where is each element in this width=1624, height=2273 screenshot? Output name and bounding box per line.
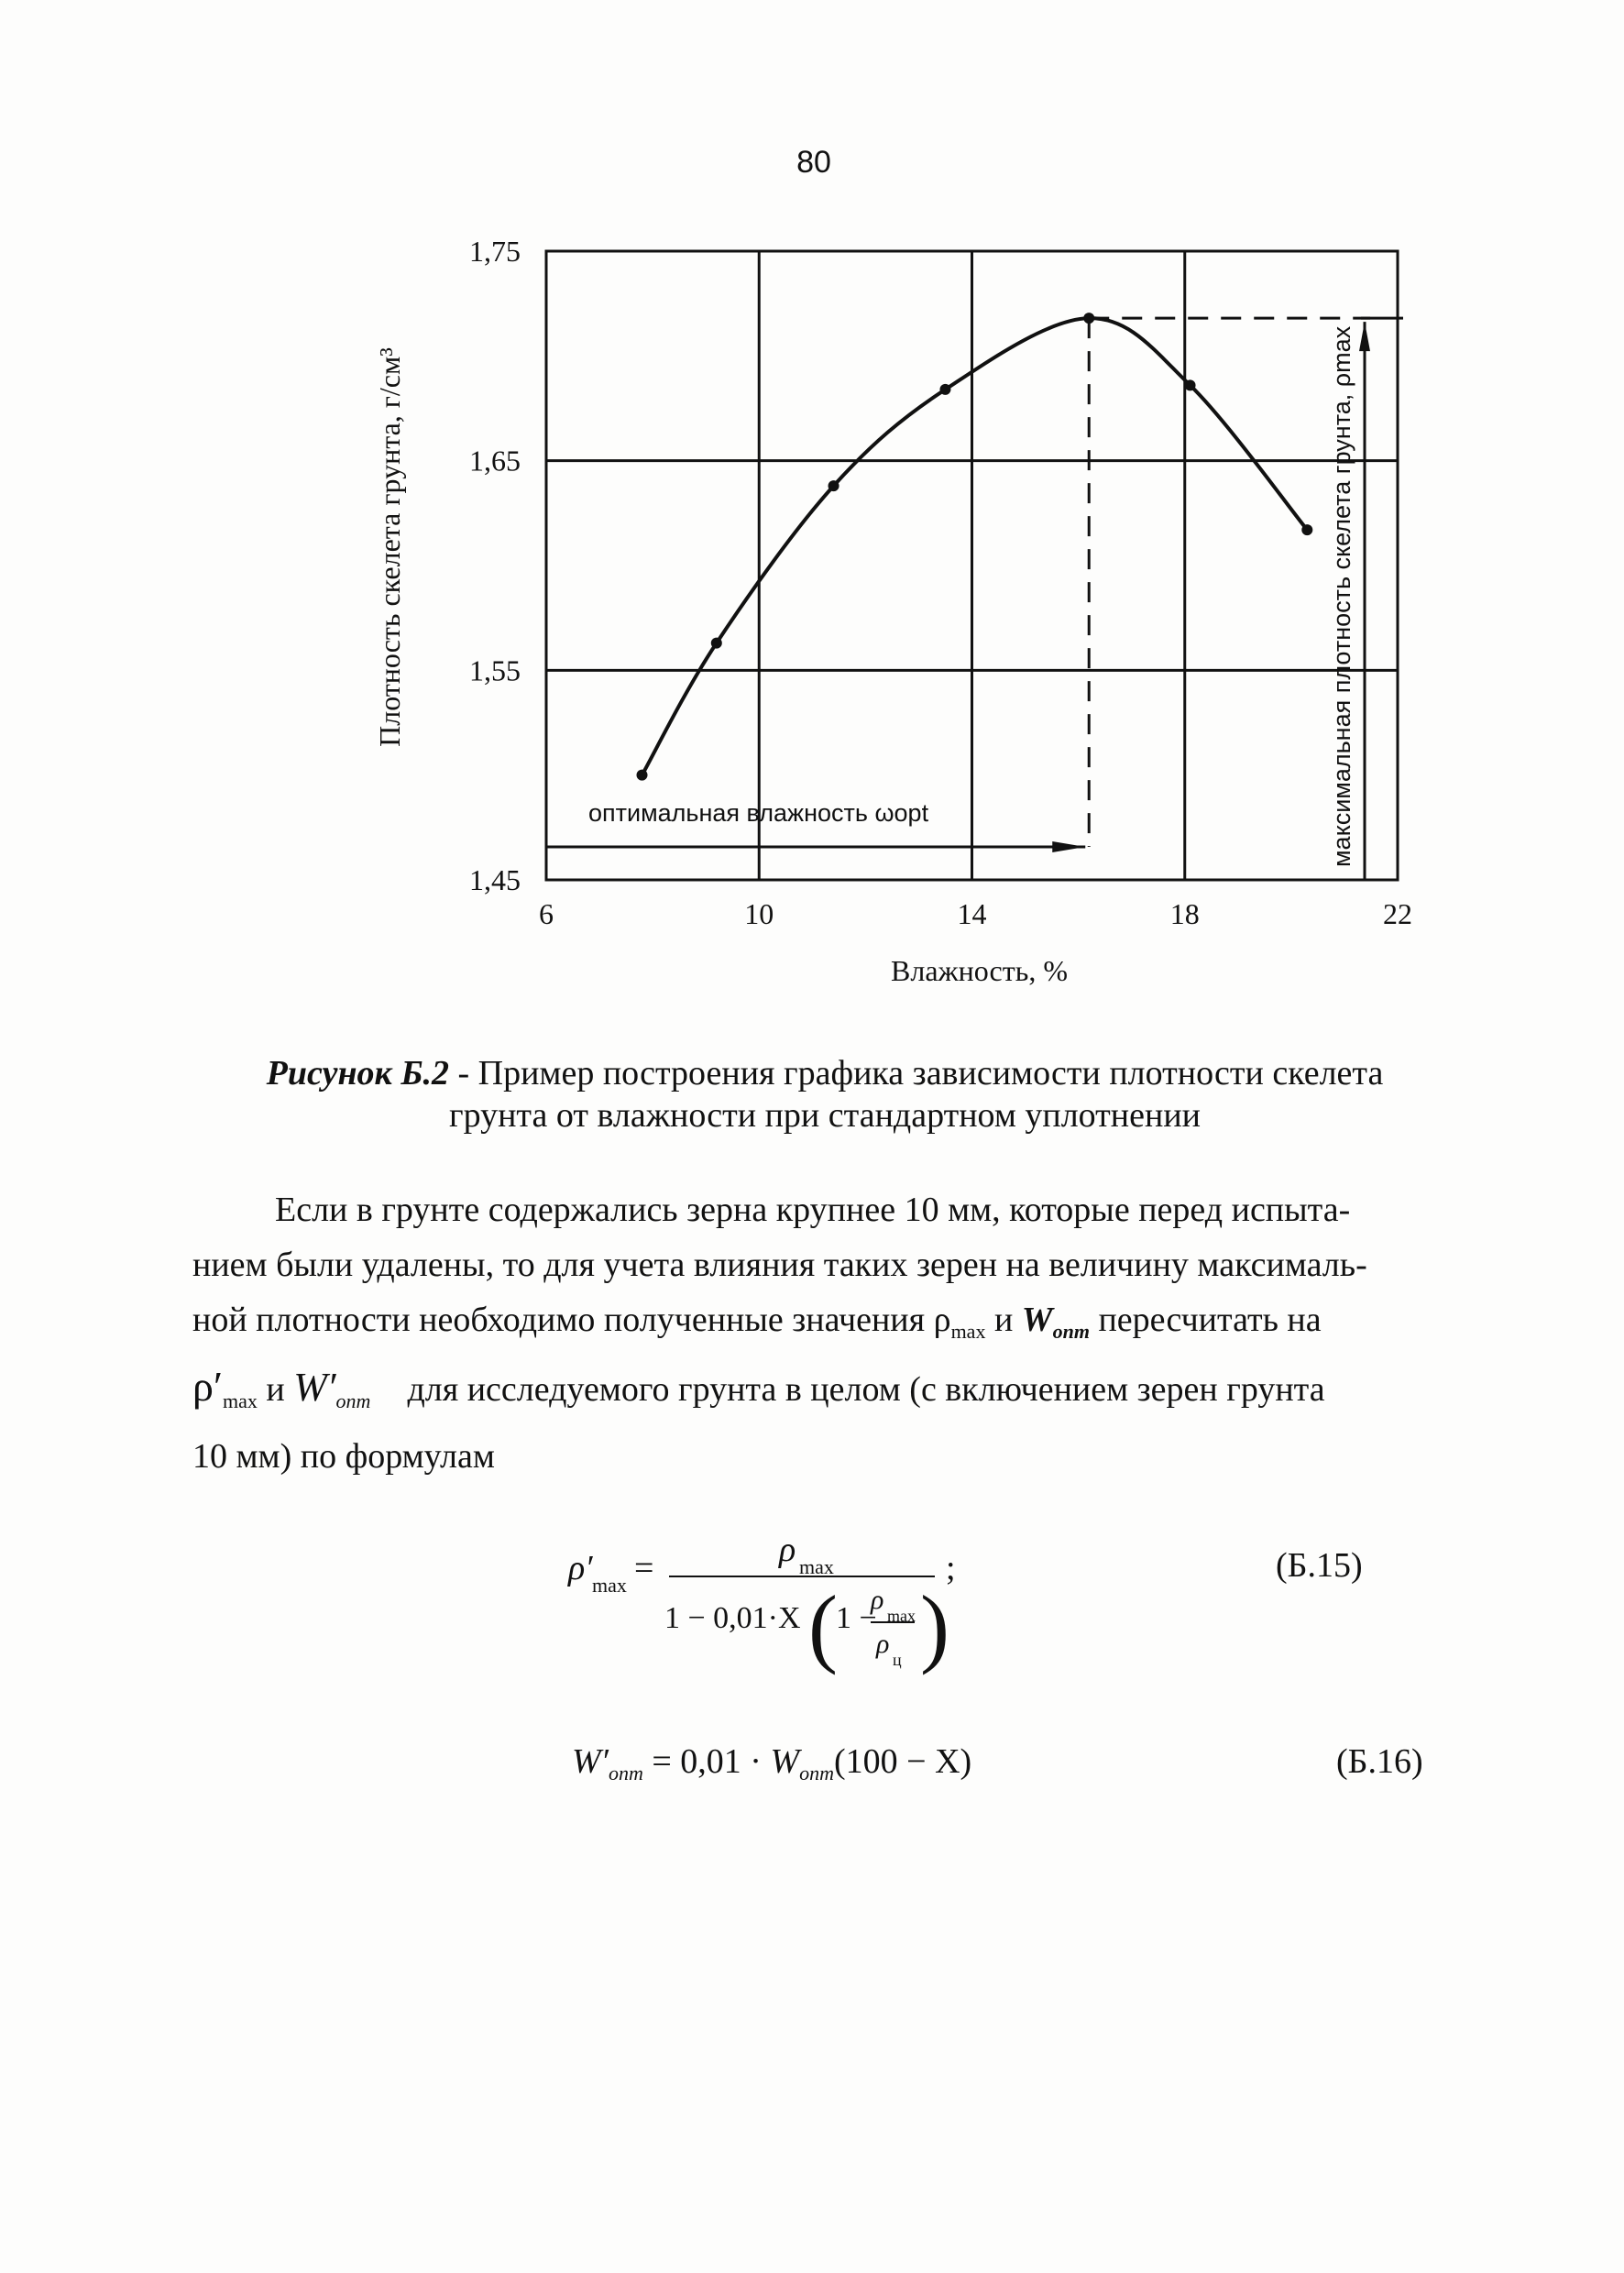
caption-line-1: - Пример построения графика зависимости плотности скелета: [448, 1054, 1384, 1093]
caption-line-2: грунта от влажности при стандартном уплотнении: [449, 1096, 1201, 1135]
formula-b16-label: (Б.16): [1336, 1742, 1423, 1781]
x-tick-label: 10: [744, 897, 774, 930]
data-point: [1185, 379, 1196, 390]
formula-b16: $W'_{опт} = 0,01 \cdot W_{опт}(100 - X)$: [572, 1742, 972, 1784]
x-tick-label: 14: [957, 897, 987, 930]
data-point: [828, 480, 839, 491]
chart-grid: [546, 251, 1398, 880]
y-tick-label: 1,75: [469, 235, 521, 268]
paragraph-line-1: Если в грунте содержались зерна крупнее 10 мм, которые перед испыта-: [275, 1191, 1351, 1229]
page-number: 80: [796, 145, 831, 180]
density-moisture-chart: [0, 0, 1624, 1036]
x-tick-label: 18: [1169, 897, 1200, 930]
paragraph-line-2: нием были удалены, то для учета влияния таких зерен на величину максималь-: [192, 1246, 1367, 1284]
data-point: [1301, 524, 1312, 535]
x-tick-label: 6: [539, 897, 554, 930]
paragraph-line-4: $\rho'_{max}$ и $W'_{опт}$ для исследуемого грунта в целом (с включением зерен грунта: [192, 1363, 1325, 1412]
data-point: [711, 638, 722, 649]
body-paragraph: [192, 1182, 1439, 1484]
density-arrow-head: [1359, 322, 1370, 351]
paragraph-line-3: ной плотности необходимо полученные значения $\rho_{max}$ и $W_{опт}$ пересчитать на: [192, 1301, 1322, 1343]
data-point: [637, 770, 648, 781]
y-tick-label: 1,55: [469, 653, 521, 687]
y-tick-label: 1,45: [469, 863, 521, 896]
y-axis-label: Плотность скелета грунта, г/см³: [373, 347, 406, 747]
optimal-moisture-label: оптимальная влажность ωopt: [588, 799, 929, 827]
density-curve: [642, 318, 1308, 775]
data-point: [1083, 313, 1094, 324]
y-tick-label: 1,65: [469, 444, 521, 478]
x-tick-label: 22: [1383, 897, 1412, 930]
chart-annotations: [546, 318, 1403, 880]
max-density-label: максимальная плотность скелета грунта, ρmax: [1328, 325, 1355, 867]
caption-lead: Рисунок Б.2: [266, 1054, 449, 1093]
moisture-arrow-head: [1052, 841, 1085, 852]
formula-b15-label: (Б.15): [1276, 1546, 1363, 1585]
figure-caption: [110, 1052, 1540, 1136]
data-point: [939, 384, 950, 395]
paragraph-line-5: 10 мм) по формулам: [192, 1437, 495, 1476]
chart-curve: [637, 313, 1313, 780]
x-axis-label: Влажность, %: [891, 954, 1068, 987]
